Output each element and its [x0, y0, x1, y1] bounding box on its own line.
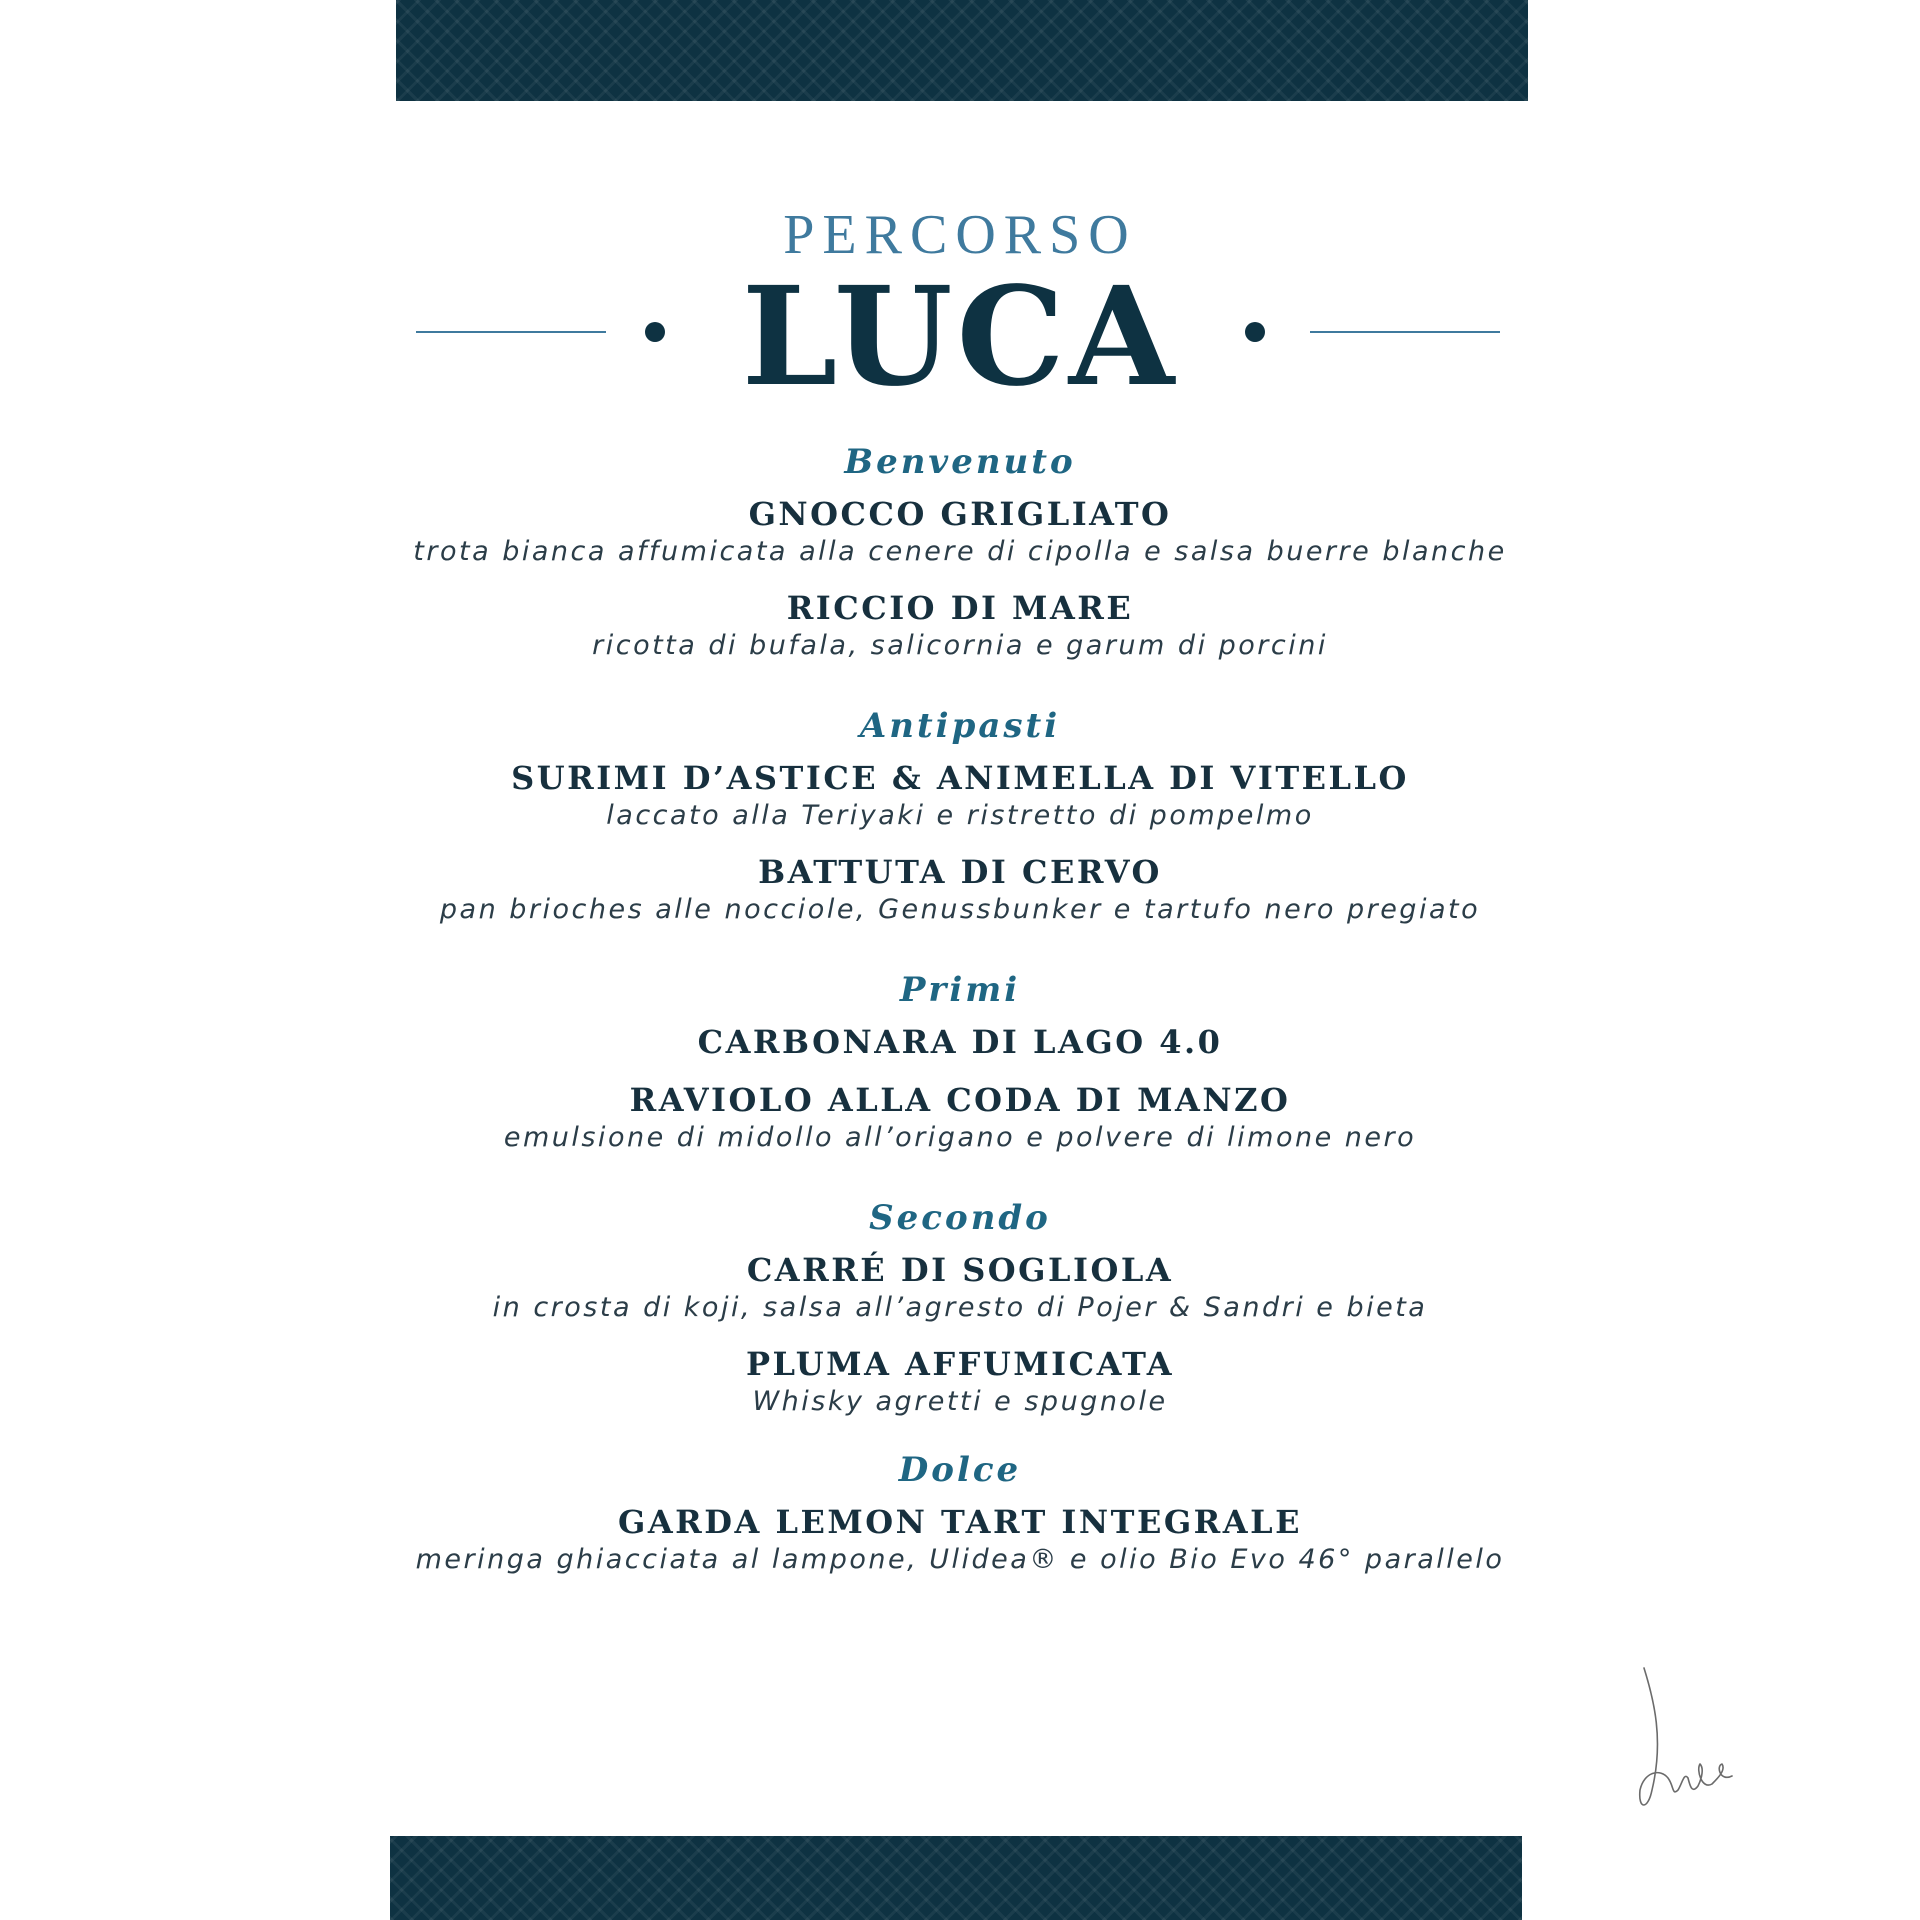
dish-item [0, 1022, 1920, 1062]
dish-description: pan brioches alle nocciole, Genussbunker e tartufo nero pregiato [439, 894, 1481, 925]
dish-name: RAVIOLO ALLA CODA DI MANZO [629, 1081, 1291, 1119]
dish-item [0, 1250, 1920, 1326]
dish-description: emulsione di midollo all’origano e polvere di limone nero [503, 1122, 1417, 1153]
section-title: Secondo [869, 1198, 1051, 1238]
menu-subtitle: PERCORSO [783, 204, 1137, 266]
section-title: Benvenuto [844, 442, 1076, 482]
dish-name: RICCIO DI MARE [786, 589, 1134, 627]
menu-title: LUCA [741, 257, 1179, 417]
dish-item [0, 1080, 1920, 1156]
right-divider-line [1310, 331, 1500, 333]
dish-item [0, 758, 1920, 834]
dish-name: CARRÉ DI SOGLIOLA [746, 1251, 1174, 1289]
menu-header [0, 204, 1920, 417]
bottom-pattern-band [390, 1836, 1522, 1920]
section-secondo [0, 1196, 1920, 1420]
section-title: Antipasti [859, 706, 1061, 746]
dish-name: SURIMI D’ASTICE & ANIMELLA DI VITELLO [511, 759, 1409, 797]
dish-description: laccato alla Teriyaki e ristretto di pompelmo [606, 800, 1314, 831]
chef-signature [1630, 1660, 1750, 1820]
dish-description: Whisky agretti e spugnole [752, 1386, 1168, 1417]
section-benvenuto [0, 440, 1920, 664]
dish-description: trota bianca affumicata alla cenere di cipolla e salsa buerre blanche [413, 536, 1507, 567]
dish-name: CARBONARA DI LAGO 4.0 [697, 1023, 1223, 1061]
title-row [0, 257, 1920, 417]
menu-body [0, 440, 1920, 1618]
dish-item [0, 494, 1920, 570]
top-pattern-band [396, 0, 1528, 101]
dish-name: PLUMA AFFUMICATA [745, 1345, 1175, 1383]
section-title: Dolce [898, 1450, 1022, 1490]
dish-description: meringa ghiacciata al lampone, Ulidea® e olio Bio Evo 46° parallelo [415, 1544, 1505, 1575]
dish-name: BATTUTA DI CERVO [758, 853, 1162, 891]
section-antipasti [0, 704, 1920, 928]
dish-item [0, 588, 1920, 664]
section-title: Primi [899, 970, 1021, 1010]
dish-name: GARDA LEMON TART INTEGRALE [618, 1503, 1302, 1541]
dish-item [0, 1344, 1920, 1420]
section-dolce [0, 1448, 1920, 1578]
dish-item [0, 852, 1920, 928]
section-primi [0, 968, 1920, 1156]
dish-description: ricotta di bufala, salicornia e garum di porcini [592, 630, 1328, 661]
dish-item [0, 1502, 1920, 1578]
dish-description: in crosta di koji, salsa all’agresto di Pojer & Sandri e bieta [492, 1292, 1428, 1323]
right-bullet-dot [1245, 322, 1265, 342]
dish-name: GNOCCO GRIGLIATO [748, 495, 1172, 533]
